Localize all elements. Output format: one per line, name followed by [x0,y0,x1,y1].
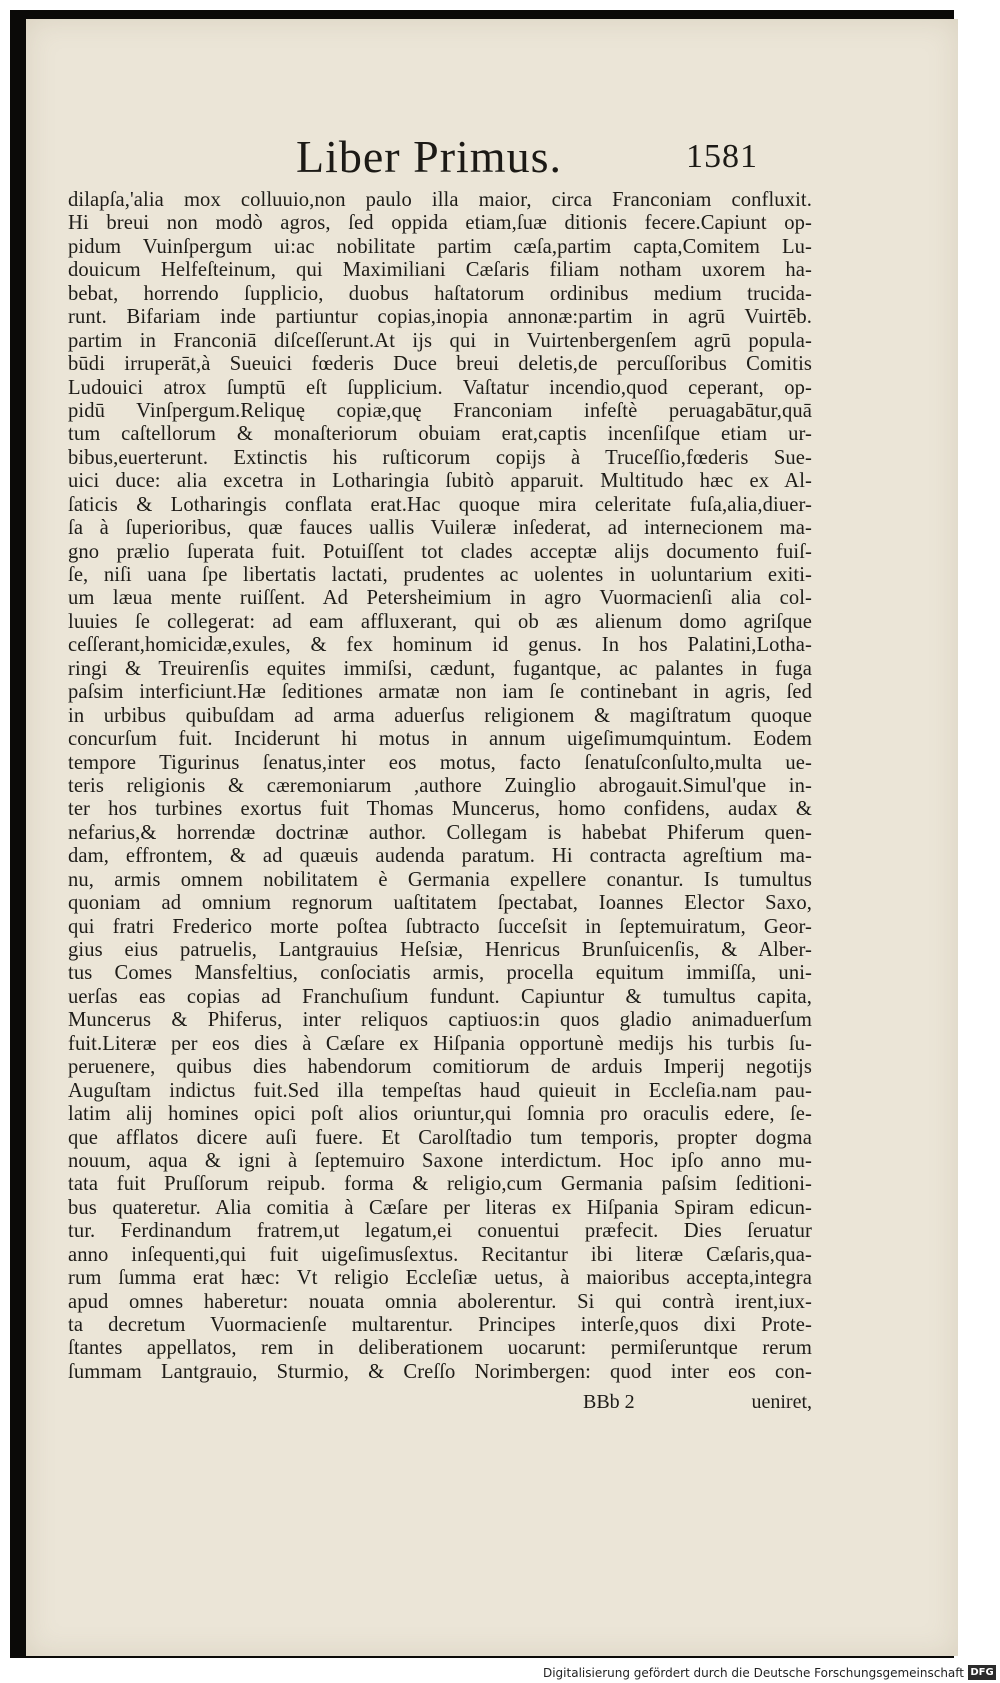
text-line: būdi irruperāt,à Sueuici fœderis Duce breui deletis,de percuſſoribus Comitis [68,353,812,376]
text-line: tempore Tigurinus ſenatus,inter eos motus, facto ſenatuſconſulto,multa ue- [68,751,812,774]
text-line: concurſum fuit. Inciderunt hi motus in annum uigeſimumquintum. Eodem [68,728,812,751]
text-line: ſe, niſi uana ſpe libertatis lactati, prudentes ac uolentes in uoluntarium exiti- [68,564,812,586]
text-line: douicum Helfeſteinum, qui Maximiliani Cæſaris filiam notham uxorem ha- [68,259,812,282]
text-line: ſummam Lantgrauio, Sturmio, & Creſſo Norimbergen: quod inter eos con- [68,1360,812,1383]
text-line: tus Comes Mansfeltius, conſociatis armis, procella equitum immiſſa, uni- [68,962,812,985]
text-line: qui fratri Frederico morte poſtea ſubtracto ſucceſsit in ſeptemuiratum, Geor- [68,915,812,938]
text-line: in urbibus quibuſdam ad arma aduerſus religionem & magiſtratum quoque [68,704,812,727]
text-line: ſaticis & Lotharingis conflata erat.Hac quoque mira celeritate fuſa,alia,diuer- [68,493,812,516]
text-line: Hi breui non modò agros, ſed oppida etiam,ſuæ ditionis fecere.Capiunt op- [68,212,812,235]
text-line: uici duce: alia excetra in Lotharingia ſubitò apparuit. Multitudo hæc ex Al- [68,470,812,493]
text-line: dam, effrontem, & ad quæuis audenda paratum. Hi contracta agreſtium ma- [68,845,812,868]
text-line: paſsim interficiunt.Hæ ſeditiones armatæ non iam ſe continebant in agris, ſed [68,681,812,704]
text-line: tur. Ferdinandum fratrem,ut legatum,ei conuentui præfecit. Dies ſeruatur [68,1220,812,1243]
text-line: bus quateretur. Alia comitia à Cæſare per literas ex Hiſpania Spiram edicun- [68,1196,812,1219]
text-line: tum caſtellorum & monaſteriorum obuiam erat,captis incenſiſque etiam ur- [68,423,812,446]
running-head: Liber Primus. [296,131,562,182]
folio-number: 1581 [686,138,758,175]
text-line: partim in Franconiā diſceſſerunt.At ijs qui in Vuirtenbergenſem agrū popula- [68,329,812,352]
text-line: dilapſa,'alia mox colluuio,non paulo illa maior, circa Franconiam confluxit. [68,189,812,211]
text-line: gius eius patruelis, Lantgrauius Heſsiæ, Henricus Brunſuicenſis, & Alber- [68,939,812,961]
text-line: gno prælio ſuperata fuit. Potuiſſent tot clades acceptæ alijs documento fuiſ- [68,540,812,563]
text-line: pidū Vinſpergum.Reliquę copiæ,quę Franconiam infeſtè peruagabātur,quā [68,399,812,422]
text-line: anno inſequenti,qui fuit uigeſimusſextus. Recitantur ibi literæ Cæſaris,qua- [68,1243,812,1266]
body-text [68,189,812,1384]
text-line: runt. Bifariam inde partiuntur copias,inopia annonæ:partim in agrū Vuirtēb. [68,306,812,329]
text-line: ta decretum Vuormacienſe multarentur. Principes interſe,quos dixi Prote- [68,1314,812,1336]
catchword: ueniret, [751,1391,812,1413]
text-line: nu, armis omnem nobilitatem è Germania expellere conantur. Is tumultus [68,868,812,891]
text-line: ter hos turbines exortus fuit Thomas Muncerus, homo confidens, audax & [68,798,812,821]
text-line: que afflatos dicere auſi fuere. Et Carolſtadio tum temporis, propter dogma [68,1126,812,1149]
text-line: latim alij homines opici poſt alios oriuntur,qui ſomnia pro oraculis edere, ſe- [68,1103,812,1126]
text-line: ringi & Treuirenſis equites immiſsi, cædunt, fugantque, ac palantes in fuga [68,657,812,680]
text-line: luuies ſe collegerat: ad eam affluxerant, qui ob æs alienum domo agriſque [68,610,812,633]
text-line: nouum, aqua & igni à ſeptemuiro Saxone interdictum. Hoc ipſo anno mu- [68,1149,812,1172]
text-line: bebat, horrendo ſupplicio, duobus haſtatorum ordinibus medium trucida- [68,282,812,305]
book-page [26,19,958,1656]
page-foot [68,1390,812,1416]
text-line: teris religionis & cæremoniarum ,authore Zuinglio abrogauit.Simul'que in- [68,774,812,797]
text-line: bibus,euerterunt. Extinctis his ruſticorum copijs à Truceſſio,fœderis Sue- [68,446,812,469]
text-line: um læua mente ruiſſent. Ad Petersheimium in agro Vuormacienſi alia col- [68,587,812,610]
text-line: uerſas eas copias ad Franchuſium fundunt. Capiuntur & tumultus capita, [68,985,812,1008]
text-line: Ludouici atrox ſumptū eſt ſupplicium. Vaſtatur incendio,quod ceperant, op- [68,376,812,399]
text-line: rum ſumma erat hæc: Vt religio Eccleſiæ uetus, à maioribus accepta,integra [68,1267,812,1290]
digitization-footer [0,1664,1000,1683]
text-line: quoniam ad omnium regnorum uaſtitatem ſpectabat, Ioannes Elector Saxo, [68,892,812,915]
text-line: ſtantes appellatos, rem in deliberationem uocarunt: permiſeruntque rerum [68,1337,812,1360]
funding-credit: Digitalisierung gefördert durch die Deutsche Forschungsgemeinschaft [542,1666,964,1680]
text-line: apud omnes haberetur: nouata omnia abolerentur. Si qui contrà irent,iux- [68,1290,812,1313]
page-header [26,127,958,187]
text-line: ſa à ſuperioribus, quæ fauces uallis Vuileræ inſederat, ad internecionem ma- [68,517,812,540]
text-line: nefarius,& horrendæ doctrinæ author. Collegam is habebat Phiferum quen- [68,821,812,844]
dfg-logo-icon: DFG [968,1665,996,1680]
text-line: fuit.Literæ per eos dies à Cæſare ex Hiſpania opportunè medijs his turbis ſu- [68,1032,812,1055]
text-line: pidum Vuinſpergum ui:ac nobilitate partim cæſa,partim capta,Comitem Lu- [68,235,812,258]
text-line: peruenere, quibus dies habendorum comitiorum de arduis Imperij negotijs [68,1056,812,1079]
text-line: Auguſtam indictus fuit.Sed illa tempeſtas haud quieuit in Eccleſia.nam pau- [68,1079,812,1102]
text-line: Muncerus & Phiferus, inter reliquos captiuos:in quos gladio animaduerſum [68,1009,812,1032]
text-line: ceſſerant,homicidæ,exules, & fex hominum id genus. In hos Palatini,Lotha- [68,634,812,657]
signature-mark: BBb 2 [583,1391,635,1413]
text-line: tata fuit Pruſſorum reipub. forma & religio,cum Germania paſsim ſeditioni- [68,1173,812,1196]
